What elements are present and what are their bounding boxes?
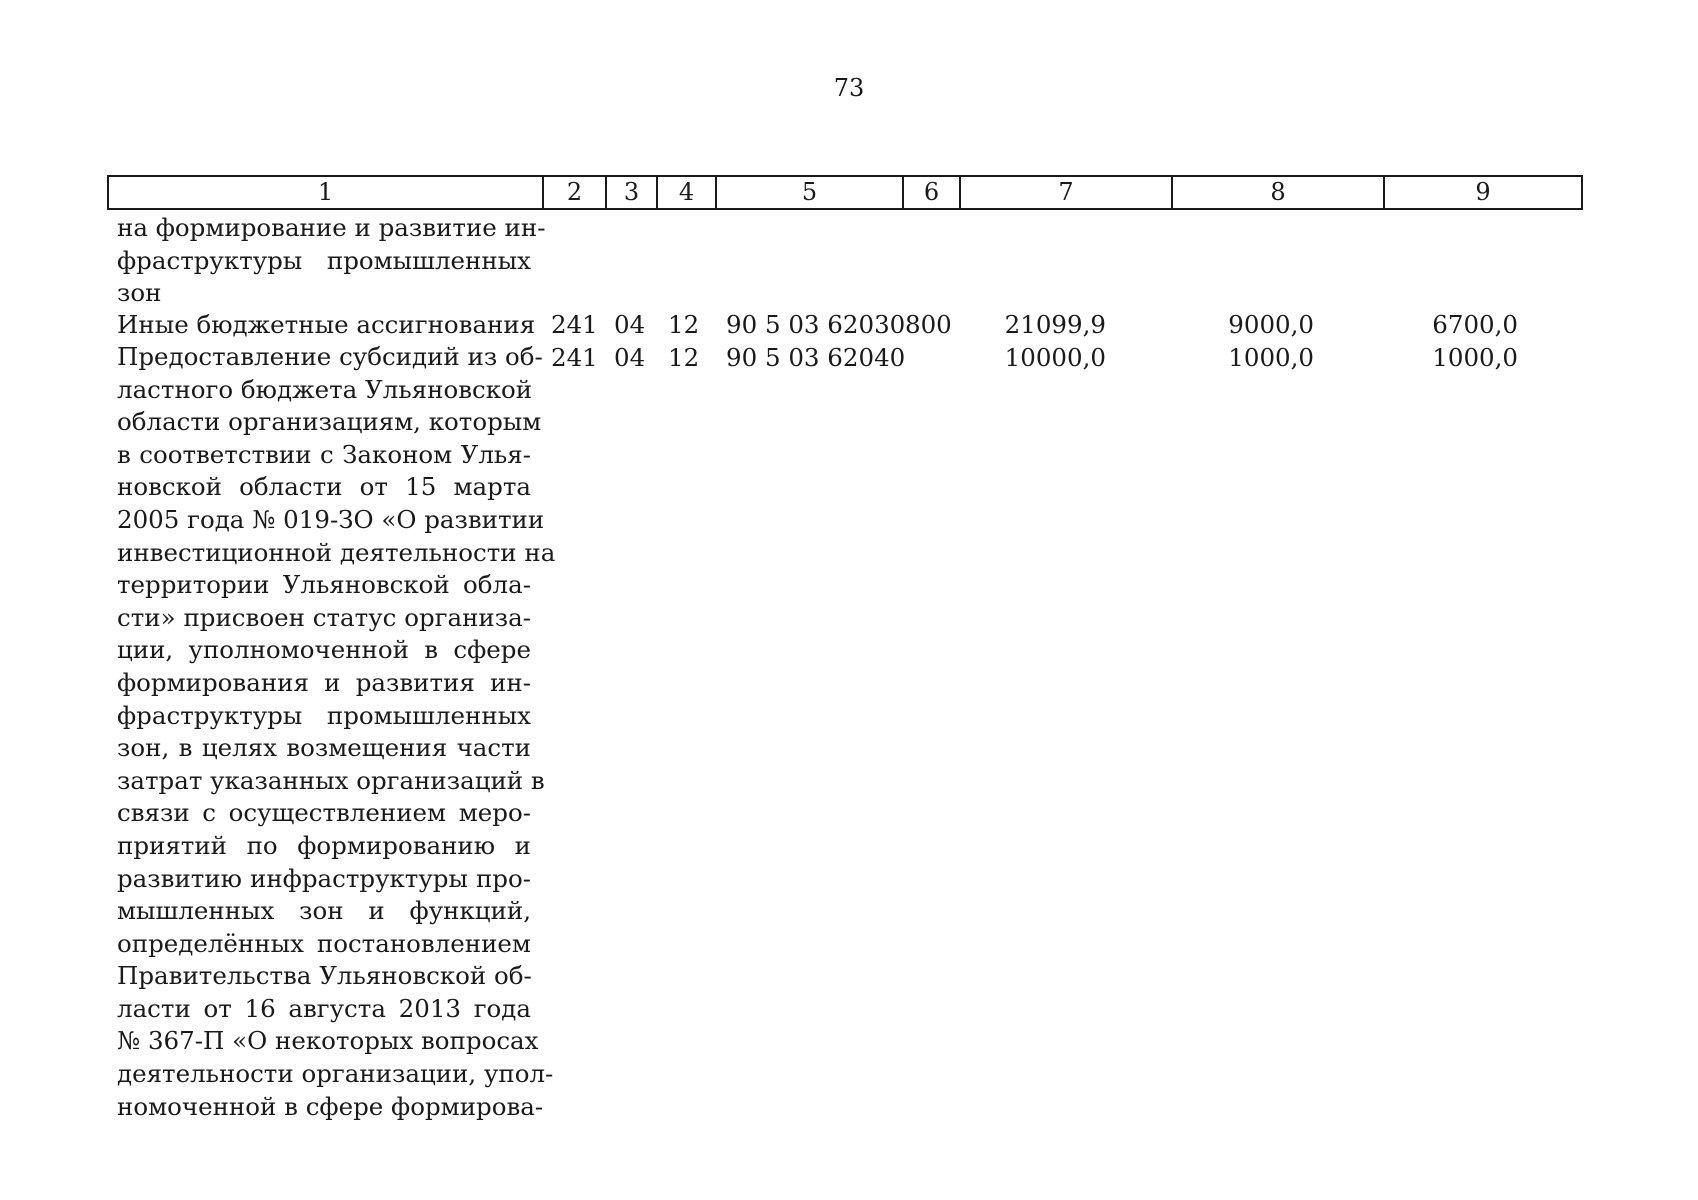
column-header-6: 6 <box>903 176 960 209</box>
description-line: связи с осуществлением меро- <box>117 798 531 828</box>
row-description: Иные бюджетные ассигнования <box>117 310 536 339</box>
description-line: № 367-П «О некоторых вопросах <box>117 1026 539 1056</box>
description-line: сти» присвоен статус организа- <box>117 602 531 632</box>
description-line: новской области от 15 марта <box>117 472 531 502</box>
description-line: зон, в целях возмещения части <box>117 733 531 763</box>
description-line: деятельности организации, упол- <box>117 1059 554 1089</box>
page-number: 73 <box>833 74 865 102</box>
column-header-5: 5 <box>716 176 903 209</box>
description-line: номоченной в сфере формирова- <box>117 1091 544 1121</box>
description-line: формирования и развития ин- <box>117 667 531 697</box>
description-line: фраструктуры промышленных <box>117 700 531 730</box>
description-line: фраструктуры промышленных <box>117 245 531 275</box>
description-line: территории Ульяновской обла- <box>117 570 531 600</box>
cell-col-6: 800 <box>905 310 952 339</box>
column-header-2: 2 <box>543 176 606 209</box>
cell-col-9: 6700,0 <box>1432 310 1518 339</box>
description-line: области организациям, которым <box>117 407 542 437</box>
row-1-description <box>117 212 546 310</box>
description-line: Предоставление субсидий из об- <box>117 342 543 371</box>
description-line: затрат указанных организаций в <box>117 765 545 795</box>
column-header-8: 8 <box>1172 176 1384 209</box>
column-header-3: 3 <box>606 176 657 209</box>
cell-col-2: 241 <box>551 343 598 372</box>
cell-col-9: 1000,0 <box>1432 343 1518 372</box>
description-line: 2005 года № 019-ЗО «О развитии <box>117 504 545 534</box>
description-line: приятий по формированию и <box>117 830 531 860</box>
description-line: зон <box>117 278 162 308</box>
cell-col-5: 90 5 03 62030 <box>726 310 906 339</box>
cell-col-8: 9000,0 <box>1228 310 1314 339</box>
cell-col-7: 21099,9 <box>1004 310 1106 339</box>
description-line: определённых постановлением <box>117 928 531 958</box>
cell-col-4: 12 <box>668 343 700 372</box>
description-line: Правительства Ульяновской об- <box>117 961 532 991</box>
cell-col-4: 12 <box>668 310 700 339</box>
table-row <box>0 308 1698 341</box>
cell-col-8: 1000,0 <box>1228 343 1314 372</box>
description-line: ции, уполномоченной в сфере <box>117 635 531 665</box>
table-header <box>107 175 1583 210</box>
column-header-9: 9 <box>1384 176 1582 209</box>
cell-col-7: 10000,0 <box>1004 343 1106 372</box>
cell-col-3: 04 <box>614 310 646 339</box>
description-line: мышленных зон и функций, <box>117 896 531 926</box>
description-line: ластного бюджета Ульяновской <box>117 374 533 404</box>
cell-col-2: 241 <box>551 310 598 339</box>
column-header-4: 4 <box>657 176 716 209</box>
row-3-description <box>117 341 556 1123</box>
description-line: инвестиционной деятельности на <box>117 537 556 567</box>
description-line: на формирование и развитие ин- <box>117 213 546 242</box>
cell-col-5: 90 5 03 62040 <box>726 343 906 372</box>
description-line: в соответствии с Законом Улья- <box>117 439 531 469</box>
column-header-7: 7 <box>960 176 1172 209</box>
description-line: ласти от 16 августа 2013 года <box>117 993 531 1023</box>
cell-col-3: 04 <box>614 343 646 372</box>
column-header-1: 1 <box>108 176 543 209</box>
description-line: развитию инфраструктуры про- <box>117 863 531 893</box>
